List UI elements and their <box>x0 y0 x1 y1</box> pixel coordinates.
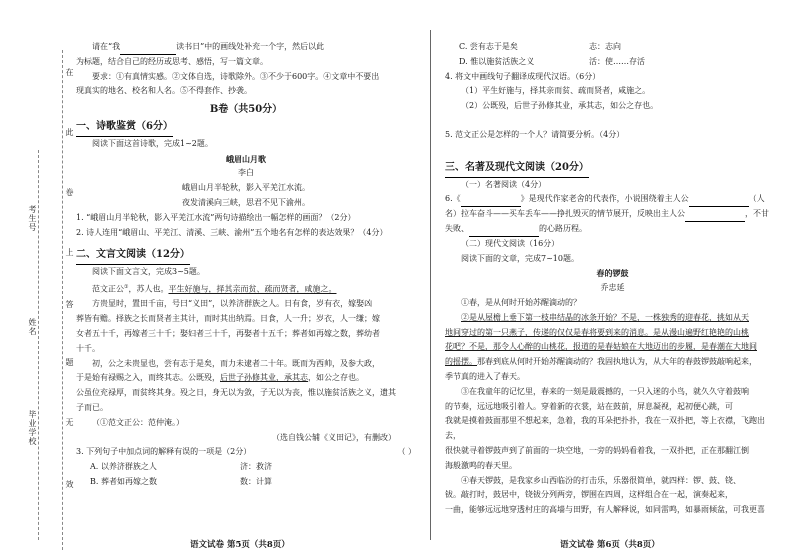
question-6-line: 名）拉车奋斗——买车丢车——挣扎毁灭的情节展开，反映出主人公 ，不甘 <box>445 207 780 222</box>
name-line <box>38 150 39 540</box>
annotation-note: （①范文正公：范仲淹。） <box>92 417 184 427</box>
question-4: 4. 将文中画线句子翻译成现代汉语。（6分） <box>445 71 601 81</box>
section-title: 三、名著及现代文阅读（20分） <box>445 161 780 178</box>
binding-char: 在 <box>65 68 74 77</box>
classical-text: 十千。 <box>76 343 100 353</box>
answer-blank[interactable] <box>461 197 521 207</box>
essay-author: 乔忠延 <box>600 283 625 293</box>
answer-blank[interactable] <box>685 212 745 222</box>
classical-text: 初，公之未贵显也，尝有志于是矣，而力未逮者二十年。既而为西帅，及参大政， <box>92 358 380 368</box>
essay-paragraph: 海般激鸣的春天里。 <box>445 460 517 470</box>
left-column <box>76 40 416 490</box>
answer-paren[interactable]: （ ） <box>397 447 416 457</box>
essay-paragraph: 的节奏，远远地吸引着人。穿着新的衣裳，站在鼓前，屏息凝视，起初便心跳，可 <box>445 401 733 411</box>
classical-text: 范文正公①，苏人也。平生好施与，择其亲而贫、疏而贤者，咸施之。 <box>92 283 337 294</box>
classical-text: 葬皆有赡。择族之长而贤者主其计，而时其出纳焉。日食，人一升；岁衣，人一缣；嫁 <box>76 314 380 324</box>
binding-line <box>62 50 63 550</box>
poem-author: 李白 <box>238 168 254 178</box>
binding-margin <box>0 0 74 560</box>
binding-char: 上 <box>65 248 74 257</box>
option-c: C. 尝有志于是矣 志：志向 <box>459 42 621 51</box>
question-6-line: 失败、 的心路历程。 <box>445 222 780 237</box>
section-title: 一、诗歌鉴赏（6分） <box>76 120 416 137</box>
subsection-title: （一）名著阅读（4分） <box>461 179 547 189</box>
essay-paragraph: 地间穿过的第一只燕子，传递的仅仅是春将要到来的消息。是从漫山遍野红艳艳的山桃 <box>445 327 749 337</box>
writing-prompt-line: 为标题，结合自己的经历或思考、感悟，写一篇文章。 <box>76 56 268 66</box>
classical-text: 于是始有禄赐之入，而终其志。公既殁，后世子孙修其业，承其志，如公之存也。 <box>76 373 364 383</box>
essay-title: 春的锣鼓 <box>596 268 629 279</box>
question-4-part: （1）平生好施与，择其亲而贫、疏而贤者，咸施之。 <box>461 86 651 96</box>
answer-blank[interactable] <box>469 227 539 237</box>
text-source: （选自钱公辅《义田记》，有删改） <box>272 432 396 442</box>
essay-paragraph: 季节真的进入了春天。 <box>445 371 525 381</box>
essay-paragraph: 我就是摸着鼓面那里不想起来，急着，我的耳朵把扑扑，我在一双扑把，等上衣襟，飞跑出去， <box>445 416 765 441</box>
section-instruction: 阅读下面这首诗歌，完成1~2题。 <box>92 138 213 148</box>
classical-text: 子而已。 <box>76 402 108 412</box>
question-5: 5. 范文正公是怎样的一个人？请简要分析。（4分） <box>445 129 625 139</box>
section-instruction: 阅读下面文言文，完成3~5题。 <box>92 267 205 277</box>
writing-prompt: 请在“我 读书日”中的画线处补充一个字，然后以此 <box>76 40 416 55</box>
writing-requirements: 要求：①有真情实感。②文体自选，诗歌除外。③不少于600字。④文章中不要出 <box>92 71 380 81</box>
page-footer-left: 语文试卷 第5页（共8页） <box>190 540 290 550</box>
essay-paragraph: 的摇摆。那春到底从何时开始苏醒滴动的？我固执地认为，从大年的春鼓锣鼓敲响起来， <box>445 357 757 367</box>
page-footer-right: 语文试卷 第6页（共8页） <box>560 540 660 550</box>
option-b: B. 葬者如再嫁之数 数：计算 <box>90 476 272 486</box>
binding-char: 卷 <box>65 188 74 197</box>
essay-paragraph: 钹。敲打时，鼓居中，铙钹分列两旁，锣围在四周，这样组合在一起，演奏起来， <box>445 490 733 500</box>
binding-char: 题 <box>65 358 74 367</box>
essay-paragraph: ①春，是从何时开始苏醒滴动的？ <box>461 297 581 307</box>
section-instruction: 阅读下面的文章，完成7~10题。 <box>461 253 579 263</box>
section-title: 二、文言文阅读（12分） <box>76 248 416 265</box>
poem-title: 峨眉山月歌 <box>226 153 266 164</box>
binding-char: 答 <box>65 300 74 309</box>
essay-paragraph: ③在我童年的记忆里，春来的一刻是最震撼的，一只入迷的小鸟，就久久守着鼓响 <box>461 386 749 396</box>
classical-text: 女者五十千，再嫁者三十千；娶妇者三十千，再娶者十五千；葬者如再嫁之数，葬幼者 <box>76 329 380 338</box>
writing-requirements-line: 现真实的地名、校名和人名。⑤不得套作、抄袭。 <box>76 86 252 96</box>
exam-number-label: 考生号 <box>28 205 37 232</box>
essay-paragraph: 一曲，能够远远地穿透村庄的高墙与田野，有人解释说，如同雷鸣，如暴雨倾盆，可我更喜 <box>445 505 765 515</box>
binding-char: 无 <box>65 418 74 427</box>
question-2: 2. 诗人连用“峨眉山、平羌江、清溪、三峡、渝州”五个地名有怎样的表达效果？（4分） <box>76 227 388 237</box>
poem-line: 夜发清溪向三峡，思君不见下渝州。 <box>182 197 310 207</box>
question-4-part: （2）公既殁，后世子孙修其业，承其志，如公之存也。 <box>461 101 659 111</box>
volume-b-title: B卷（共50分） <box>209 104 283 116</box>
binding-char: 效 <box>65 480 74 489</box>
essay-paragraph: ④春天锣鼓，是我家乡山西临汾的打击乐，乐器很简单，就四样：锣、鼓、铙、 <box>461 475 741 485</box>
right-column <box>445 40 780 518</box>
option-d: D. 惟以施贫活族之义 活：使……存活 <box>459 56 645 66</box>
essay-paragraph: 花吧？不是，那令人心醉的山桃花，报道的是春姑娘在大地迈出的步履，是春潮在大地间 <box>445 342 757 352</box>
page-divider <box>430 30 431 540</box>
question-1: 1. “峨眉山月半轮秋，影入平羌江水流”两句诗描绘出一幅怎样的画面？（2分） <box>76 212 356 222</box>
answer-blank[interactable] <box>120 45 176 55</box>
question-3: 3. 下列句子中加点词的解释有误的一项是（2分） （ ） <box>76 445 416 460</box>
answer-blank[interactable] <box>689 197 749 207</box>
subsection-title: （二）现代文阅读（16分） <box>461 238 560 248</box>
classical-text: 方贵显时，置田千亩，号曰“义田”，以养济群族之人。日有食，岁有衣，嫁娶凶 <box>92 299 373 309</box>
name-label: 姓名 <box>28 318 37 336</box>
essay-paragraph: 很快就寻着锣鼓声到了前面的一块空地，一旁的妈妈看着我，一双扑把，正在那翻江倒 <box>445 445 749 455</box>
option-a: A. 以养济群族之人 济：救济 <box>90 462 272 472</box>
classical-text: 公虽位充禄厚，而贫终其身。殁之日，身无以为敛，子无以为丧，惟以施贫活族之义，遗其 <box>76 388 396 398</box>
binding-char: 此 <box>65 128 74 137</box>
poem-line: 峨眉山月半轮秋，影入平羌江水流。 <box>182 183 310 193</box>
question-6: 6.《 》是现代作家老舍的代表作，小说围绕着主人公 （人 <box>445 192 780 207</box>
school-label: 毕业学校 <box>28 410 37 446</box>
essay-paragraph: ②是从屋檐上垂下第一枝串结晶的冰条开始？不是，一株独秀的迎春花，挑如从天 <box>461 312 749 322</box>
